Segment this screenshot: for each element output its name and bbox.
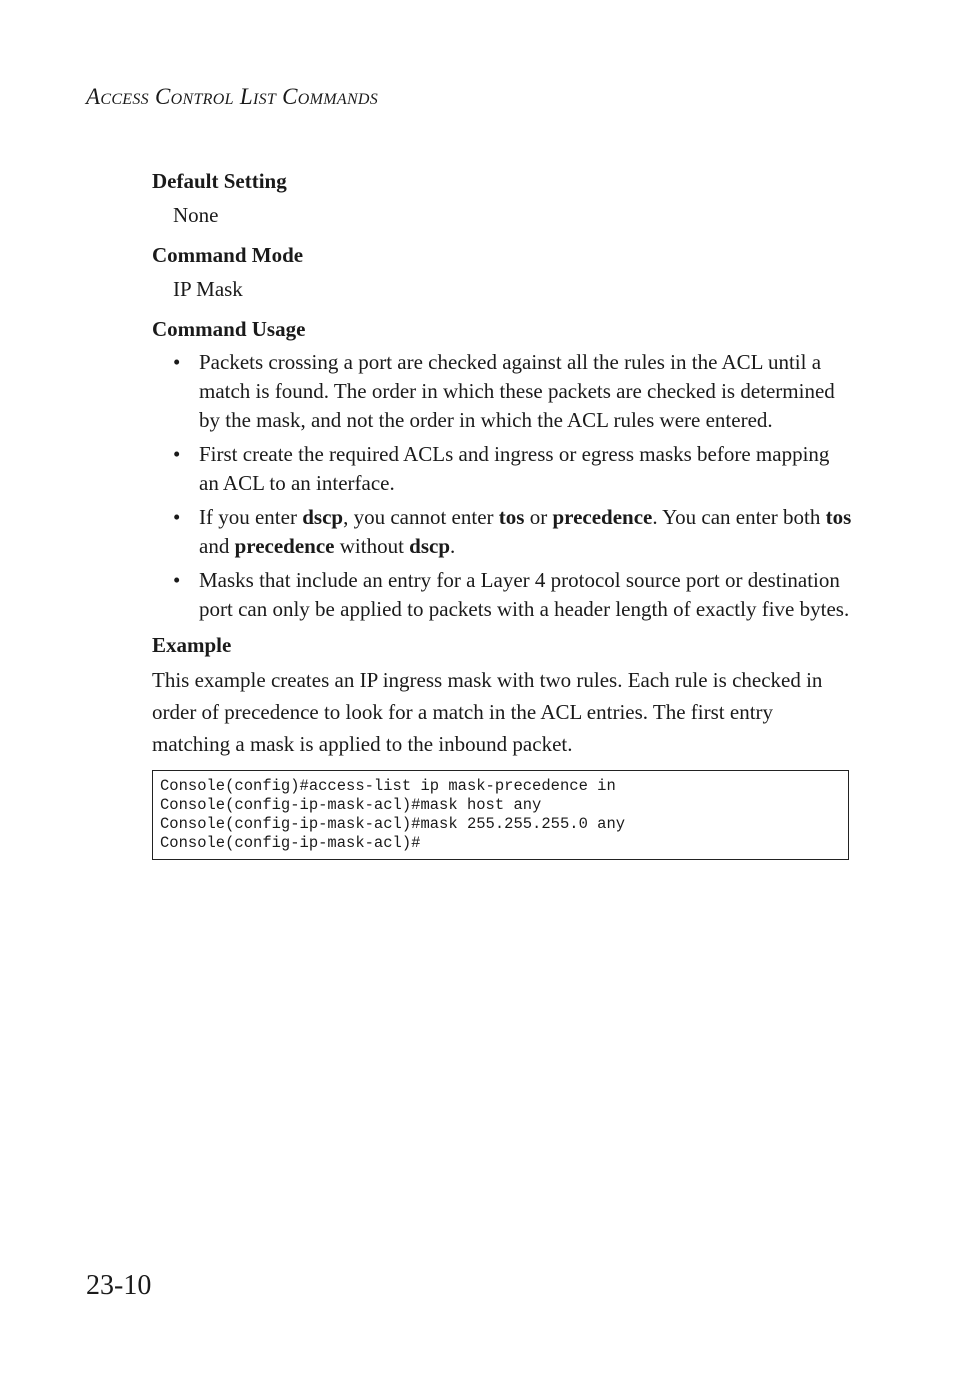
usage-text-fragment: , you cannot enter (343, 505, 499, 529)
usage-text-fragment: without (334, 534, 410, 558)
usage-text-fragment: . You can enter both (652, 505, 826, 529)
command-mode-heading: Command Mode (152, 243, 304, 267)
command-usage-list (152, 348, 852, 624)
page-number: 23-10 (86, 1270, 152, 1301)
page-content (152, 166, 852, 860)
bullet-icon: • (173, 442, 181, 466)
keyword-dscp: dscp (409, 534, 451, 558)
usage-item-text: First create the required ACLs and ingress or egress masks before mapping an ACL to an interface. (199, 442, 830, 495)
usage-item-2 (152, 440, 852, 498)
example-description: This example creates an IP ingress mask with two rules. Each rule is checked in order of precedence to look for a match in the ACL entries. The first entry matching a mask is applied to the inbound packet. (152, 668, 823, 756)
keyword-precedence: precedence (552, 505, 653, 529)
example-heading: Example (152, 633, 232, 657)
bullet-icon: • (173, 568, 181, 592)
code-line: Console(config-ip-mask-acl)# (160, 834, 421, 852)
code-line: Console(config-ip-mask-acl)#mask host any (160, 796, 542, 814)
example-section (152, 630, 852, 860)
running-head: Access Control List Commands (86, 84, 379, 109)
keyword-precedence: precedence (234, 534, 335, 558)
keyword-tos: tos (825, 505, 852, 529)
default-setting-section (152, 166, 852, 230)
command-mode-section (152, 240, 852, 304)
usage-item-1 (152, 348, 852, 435)
default-setting-value: None (173, 203, 219, 227)
usage-text-fragment: . (450, 534, 456, 558)
usage-text-fragment: or (524, 505, 553, 529)
keyword-dscp: dscp (302, 505, 344, 529)
usage-text-fragment: and (199, 534, 235, 558)
usage-item-3 (152, 503, 852, 561)
usage-item-4 (152, 566, 852, 624)
bullet-icon: • (173, 350, 181, 374)
usage-text-fragment: If you enter (199, 505, 303, 529)
default-setting-heading: Default Setting (152, 169, 287, 193)
code-line: Console(config)#access-list ip mask-precedence in (160, 777, 616, 795)
command-usage-heading: Command Usage (152, 317, 306, 341)
usage-item-text: Packets crossing a port are checked against all the rules in the ACL until a match is found. The order in which these packets are checked is determined by the mask, and not the order in which the ACL rules were entered. (199, 350, 835, 432)
bullet-icon: • (173, 505, 181, 529)
usage-item-text: Masks that include an entry for a Layer 4 protocol source port or destination port can only be applied to packets with a header length of exactly five bytes. (199, 568, 850, 621)
command-mode-value: IP Mask (173, 277, 243, 301)
code-example-box (152, 770, 849, 860)
command-usage-section (152, 314, 852, 624)
code-line: Console(config-ip-mask-acl)#mask 255.255.255.0 any (160, 815, 626, 833)
keyword-tos: tos (498, 505, 525, 529)
